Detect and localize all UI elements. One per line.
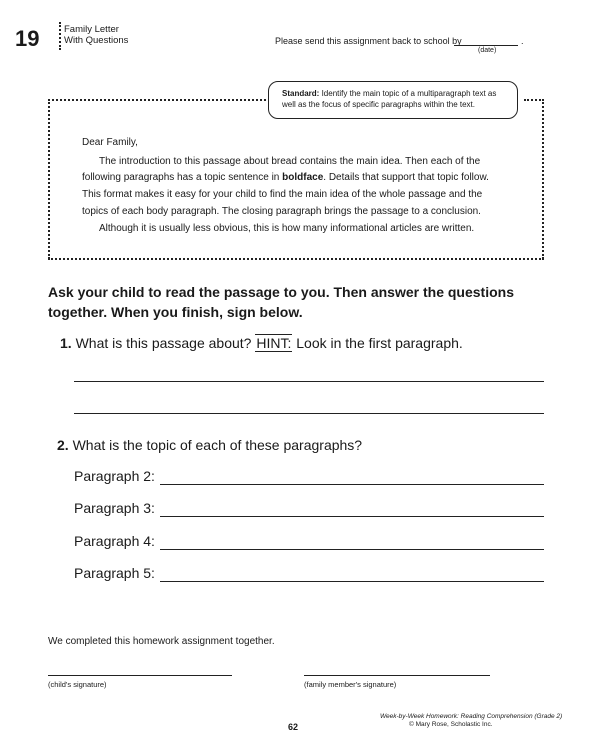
- question-1: [60, 335, 463, 351]
- date-trailing-dot: .: [521, 36, 524, 46]
- header-title: [64, 24, 128, 46]
- letter-p1-before: The introduction to this passage about bread contains the main idea. Then each of the following paragraphs has a topic sentence in: [82, 155, 481, 184]
- credit-line1: Week-by-Week Homework: Reading Comprehension (Grade 2): [380, 713, 563, 720]
- completed-text: We completed this homework assignment together.: [48, 636, 275, 647]
- hint-text: Look in the first paragraph.: [296, 335, 463, 351]
- standard-text-line2: well as the focus of specific paragraphs within the text.: [282, 99, 475, 109]
- family-signature-line[interactable]: [304, 675, 490, 676]
- lesson-number: 19: [15, 26, 40, 51]
- header-title-line2: With Questions: [64, 35, 129, 46]
- paragraph-3-answer-line[interactable]: [160, 516, 544, 517]
- frame-top-left: [48, 99, 266, 101]
- answer-line-1[interactable]: [74, 381, 544, 382]
- paragraph-5-label: Paragraph 5:: [74, 565, 155, 581]
- letter-p1-after: . Details that support that topic follow. This format makes it easy for your child to find the main idea of the whole passage and the topics of each body paragraph. The closing paragraph brings the passage to a conclusion.: [82, 172, 489, 217]
- question-2: [57, 437, 362, 453]
- frame-top-right: [524, 99, 544, 101]
- credit: [380, 713, 562, 729]
- frame-right: [542, 99, 544, 259]
- letter-paragraph-1: [82, 154, 502, 221]
- paragraph-4-answer-line[interactable]: [160, 549, 544, 550]
- child-signature-label: (child's signature): [48, 680, 107, 689]
- question-1-number: 1.: [60, 335, 72, 351]
- frame-left: [48, 99, 50, 259]
- header-dotted-divider: [59, 22, 61, 50]
- page-number: 62: [288, 722, 299, 732]
- date-label: (date): [478, 47, 497, 54]
- instructions: Ask your child to read the passage to you. Then answer the questions together. When you finish, sign below.: [48, 284, 514, 320]
- paragraph-2-answer-line[interactable]: [160, 484, 544, 485]
- standard-box: [268, 81, 518, 119]
- letter-paragraph-2: Although it is usually less obvious, this is how many informational articles are written.: [99, 222, 475, 234]
- standard-line1: [282, 89, 517, 100]
- answer-line-2[interactable]: [74, 413, 544, 414]
- hint-label: HINT:: [256, 335, 292, 351]
- paragraph-2-label: Paragraph 2:: [74, 468, 155, 484]
- question-2-number: 2.: [57, 437, 69, 453]
- header-title-line1: Family Letter: [64, 24, 119, 35]
- paragraph-4-label: Paragraph 4:: [74, 533, 155, 549]
- letter-greeting: Dear Family,: [82, 137, 138, 148]
- child-signature-line[interactable]: [48, 675, 232, 676]
- credit-line2: © Mary Rose, Scholastic Inc.: [409, 721, 493, 728]
- frame-bottom: [48, 258, 544, 260]
- date-line[interactable]: [454, 45, 518, 46]
- standard-text-line1: Identify the main topic of a multiparagraph text as: [321, 89, 497, 98]
- send-back-text: Please send this assignment back to school by: [275, 36, 462, 46]
- paragraph-3-label: Paragraph 3:: [74, 500, 155, 516]
- letter-p1-bold: boldface: [282, 172, 324, 184]
- question-2-text: What is the topic of each of these paragraphs?: [72, 437, 363, 453]
- question-1-text: What is this passage about?: [75, 335, 252, 351]
- paragraph-5-answer-line[interactable]: [160, 581, 544, 582]
- standard-label: Standard:: [282, 89, 320, 98]
- family-signature-label: (family member's signature): [304, 680, 397, 689]
- family-letter: [82, 135, 502, 237]
